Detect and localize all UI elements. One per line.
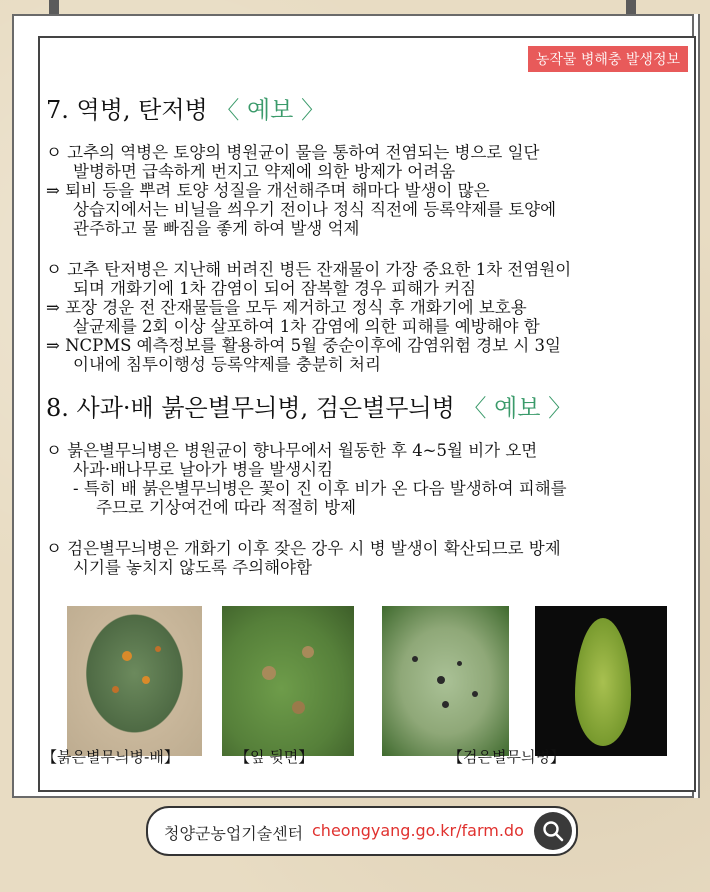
photo-scab-leaf [382, 606, 509, 756]
text-line: ⇒ NCPMS 예측정보를 활용하여 5월 중순이후에 감염위험 경보 시 3일 [46, 336, 561, 355]
photo-leaf-underside [222, 606, 354, 756]
text-line: ㅇ 검은별무늬병은 개화기 이후 잦은 강우 시 병 발생이 확산되므로 방제 [46, 539, 561, 558]
leaf-shape [575, 618, 631, 746]
caption-leaf-underside: 【잎 뒷면】 [235, 748, 314, 766]
notice-board [12, 14, 694, 798]
footer-org: 청양군농업기술센터 [164, 824, 304, 843]
text-line: 관주하고 물 빠짐을 좋게 하여 발생 억제 [73, 219, 360, 238]
photo-rust-pear-leaf [67, 606, 202, 756]
section8-title: 8. 사과·배 붉은별무늬병, 검은별무늬병 [46, 394, 455, 422]
section7-title: 7. 역병, 탄저병 [46, 96, 208, 124]
text-line: 이내에 침투이행성 등록약제를 충분히 처리 [73, 355, 381, 374]
photo-scab-whole-leaf [535, 606, 667, 756]
disease-photos [42, 606, 682, 766]
text-line: ⇒ 포장 경운 전 잔재물들을 모두 제거하고 정식 후 개화기에 보호용 [46, 298, 527, 317]
text-line: - 특히 배 붉은별무늬병은 꽃이 진 이후 비가 온 다음 발생하여 피해를 [73, 479, 567, 498]
text-line: ㅇ 고추의 역병은 토양의 병원균이 물을 통하여 전염되는 병으로 일단 [46, 143, 540, 162]
text-line: 발병하면 급속하게 번지고 약제에 의한 방제가 어려움 [73, 162, 456, 181]
section8-heading [46, 388, 686, 423]
text-line: 살균제를 2회 이상 살포하여 1차 감염에 의한 피해를 예방해야 함 [73, 317, 540, 336]
text-line: 주므로 기상여건에 따라 적절히 방제 [96, 498, 357, 517]
text-line: ㅇ 고추 탄저병은 지난해 버려진 병든 잔재물이 가장 중요한 1차 전염원이 [46, 260, 572, 279]
footer-link[interactable] [146, 806, 578, 856]
section8-forecast: 〈 예보 〉 [462, 394, 573, 422]
section7-heading [46, 90, 686, 125]
text-line: 되며 개화기에 1차 감염이 되어 잠복할 경우 피해가 커짐 [73, 279, 477, 298]
section7-forecast: 〈 예보 〉 [215, 96, 325, 124]
caption-scab: 【검은별무늬병】 [448, 748, 565, 766]
text-line: 상습지에서는 비닐을 씌우기 전이나 정식 직전에 등록약제를 토양에 [73, 200, 557, 219]
search-icon[interactable] [534, 812, 572, 850]
text-line: 시기를 놓치지 않도록 주의해야함 [73, 558, 312, 577]
footer-url[interactable]: cheongyang.go.kr/farm.do [312, 821, 524, 840]
category-tag: 농작물 병해충 발생정보 [528, 46, 688, 72]
text-line: ⇒ 퇴비 등을 뿌려 토양 성질을 개선해주며 해마다 발생이 많은 [46, 181, 490, 200]
content [46, 90, 686, 577]
text-line: 사과·배나무로 날아가 병을 발생시킴 [73, 460, 334, 479]
text-line: ㅇ 붉은별무늬병은 병원균이 향나무에서 월동한 후 4~5월 비가 오면 [46, 441, 538, 460]
caption-rust-pear: 【붉은별무늬병-배】 [42, 748, 179, 766]
